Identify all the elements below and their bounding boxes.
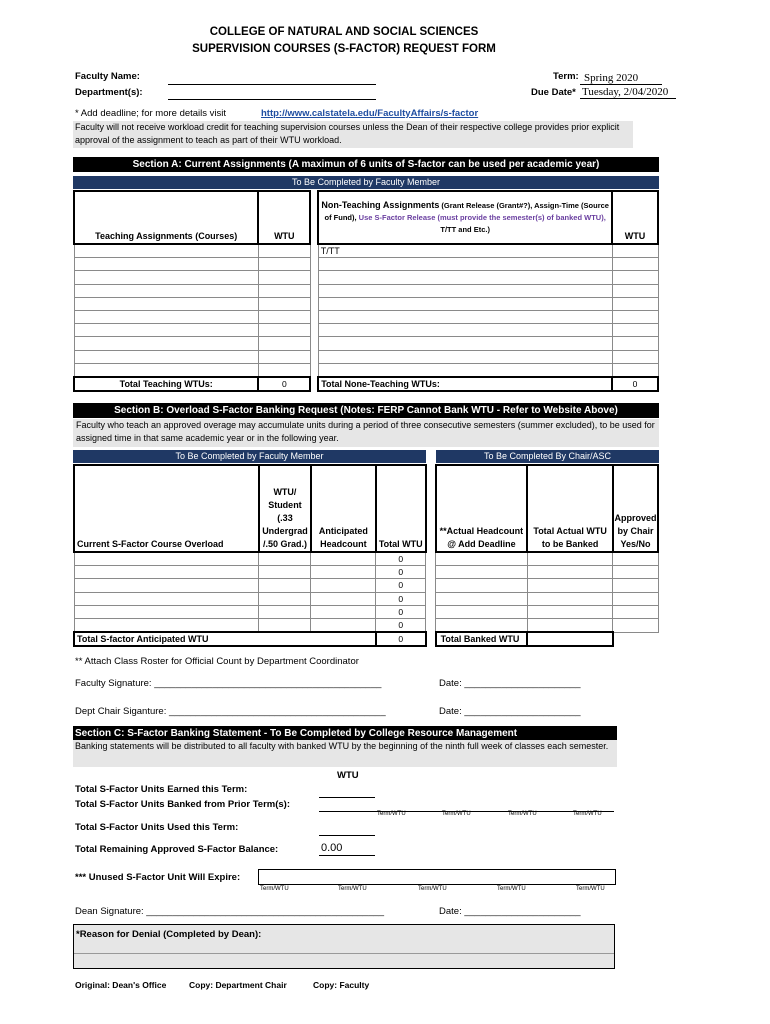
col-current-overload: Current S-Factor Course Overload — [74, 465, 259, 552]
approved-cell[interactable] — [613, 579, 658, 592]
nonteaching-cell[interactable] — [318, 271, 612, 284]
section-a-subtitle: To Be Completed by Faculty Member — [73, 176, 659, 189]
term-field[interactable]: Spring 2020 — [580, 72, 662, 85]
total-actual-cell[interactable] — [527, 618, 613, 632]
approved-cell[interactable] — [613, 592, 658, 605]
wtu2-cell[interactable] — [612, 324, 658, 337]
wtu2-cell[interactable] — [612, 363, 658, 377]
total-actual-cell[interactable] — [527, 592, 613, 605]
wtu2-cell[interactable] — [612, 350, 658, 363]
chair-signature-date[interactable]: Date: ______________________ — [439, 706, 581, 717]
overload-cell[interactable] — [74, 605, 259, 618]
total-banked-label: Total Banked WTU — [436, 632, 528, 646]
wtu2-cell[interactable] — [612, 337, 658, 350]
chair-signature-line[interactable]: Dept Chair Siganture: _________________________________________ — [75, 706, 386, 717]
col-wtu: WTU — [258, 191, 310, 244]
dean-signature-date[interactable]: Date: ______________________ — [439, 906, 581, 917]
remaining-value: 0.00 — [319, 842, 375, 856]
due-date-field[interactable]: Tuesday, 2/04/2020 — [580, 86, 676, 99]
total-wtu-cell: 0 — [376, 579, 426, 592]
nonteaching-cell[interactable]: T/TT — [318, 244, 612, 258]
col-total-actual-wtu: Total Actual WTU to be Banked — [527, 465, 613, 552]
nonteaching-cell[interactable] — [318, 363, 612, 377]
wtu-cell[interactable] — [258, 337, 310, 350]
term-wtu-label: Term/WTU — [497, 886, 526, 892]
col-nonteaching-assignments — [318, 191, 612, 244]
section-b-title: Section B: Overload S-Factor Banking Request (Notes: FERP Cannot Bank WTU - Refer to Website Above) — [73, 403, 659, 418]
actual-cell[interactable] — [436, 566, 528, 579]
wtu-cell[interactable] — [258, 363, 310, 377]
teaching-cell[interactable] — [74, 337, 258, 350]
total-teaching-label: Total Teaching WTUs: — [74, 377, 258, 391]
col-wtu-2: WTU — [612, 191, 658, 244]
term-wtu-label: Term/WTU — [508, 811, 537, 817]
wtu-cell[interactable] — [258, 324, 310, 337]
footer-original: Original: Dean's Office — [75, 980, 167, 990]
teaching-cell[interactable] — [74, 310, 258, 323]
col-nonteaching-bold: Non-Teaching Assignments — [321, 200, 440, 210]
expire-field[interactable] — [258, 869, 616, 885]
section-c-title: Section C: S-Factor Banking Statement - To Be Completed by College Resource Management — [73, 726, 617, 741]
teaching-cell[interactable] — [74, 271, 258, 284]
department-label: Department(s): — [75, 87, 143, 98]
col-actual-headcount: **Actual Headcount @ Add Deadline — [436, 465, 528, 552]
total-wtu-cell: 0 — [376, 618, 426, 632]
total-actual-cell[interactable] — [527, 579, 613, 592]
wtu-cell[interactable] — [258, 244, 310, 258]
anticipated-cell[interactable] — [311, 552, 376, 566]
wtu-student-cell[interactable] — [259, 605, 311, 618]
actual-cell[interactable] — [436, 592, 528, 605]
overload-cell[interactable] — [74, 579, 259, 592]
due-date-label: Due Date* — [531, 87, 576, 98]
wtu2-cell[interactable] — [612, 284, 658, 297]
overload-cell[interactable] — [74, 618, 259, 632]
nonteaching-cell[interactable] — [318, 284, 612, 297]
wtu-cell[interactable] — [258, 297, 310, 310]
banked-prior-label: Total S-Factor Units Banked from Prior Term(s): — [75, 799, 291, 810]
section-a-title: Section A: Current Assignments (A maximun of 6 units of S-factor can be used per academic year) — [73, 157, 659, 172]
total-nonteaching-value: 0 — [612, 377, 658, 391]
actual-cell[interactable] — [436, 579, 528, 592]
teaching-cell[interactable] — [74, 350, 258, 363]
expire-label: *** Unused S-Factor Unit Will Expire: — [75, 872, 241, 883]
col-nonteaching-part2: T/TT and Etc.) — [440, 225, 490, 234]
term-wtu-label: Term/WTU — [260, 886, 289, 892]
section-b-faculty-header: To Be Completed by Faculty Member — [73, 450, 426, 463]
nonteaching-cell[interactable] — [318, 297, 612, 310]
approved-cell[interactable] — [613, 552, 658, 566]
col-teaching-assignments: Teaching Assignments (Courses) — [74, 191, 258, 244]
approved-cell[interactable] — [613, 605, 658, 618]
section-a-table — [73, 190, 659, 392]
remaining-label: Total Remaining Approved S-Factor Balance: — [75, 844, 279, 855]
department-field[interactable] — [168, 98, 376, 100]
wtu-cell[interactable] — [258, 271, 310, 284]
wtu2-cell[interactable] — [612, 258, 658, 271]
term-wtu-label: Term/WTU — [338, 886, 367, 892]
total-anticipated-value: 0 — [376, 632, 426, 646]
wtu2-cell[interactable] — [612, 271, 658, 284]
anticipated-cell[interactable] — [311, 605, 376, 618]
wtu-student-cell[interactable] — [259, 618, 311, 632]
teaching-cell[interactable] — [74, 258, 258, 271]
form-title-line2: SUPERVISION COURSES (S-FACTOR) REQUEST FORM — [192, 43, 496, 55]
term-wtu-label: Term/WTU — [377, 811, 406, 817]
roster-note: ** Attach Class Roster for Official Count by Department Coordinator — [75, 656, 359, 667]
wtu-student-cell[interactable] — [259, 592, 311, 605]
footer-copy-chair: Copy: Department Chair — [189, 980, 287, 990]
term-label: Term: — [553, 71, 579, 82]
overload-cell[interactable] — [74, 552, 259, 566]
wtu-cell[interactable] — [258, 258, 310, 271]
term-wtu-label: Term/WTU — [576, 886, 605, 892]
used-field[interactable] — [319, 834, 375, 836]
overload-cell[interactable] — [74, 566, 259, 579]
wtu2-cell[interactable] — [612, 310, 658, 323]
faculty-name-field[interactable] — [168, 83, 376, 85]
total-actual-cell[interactable] — [527, 605, 613, 618]
nonteaching-cell[interactable] — [318, 350, 612, 363]
wtu-student-cell[interactable] — [259, 579, 311, 592]
wtu-cell[interactable] — [258, 284, 310, 297]
col-wtu-student: WTU/ Student (.33 Undergrad /.50 Grad.) — [259, 465, 311, 552]
total-banked-value[interactable] — [527, 632, 613, 646]
col-nonteaching-purple: Use S-Factor Release (must provide the semester(s) of banked WTU), — [358, 213, 606, 222]
overload-cell[interactable] — [74, 592, 259, 605]
total-nonteaching-label: Total None-Teaching WTUs: — [318, 377, 612, 391]
anticipated-cell[interactable] — [311, 592, 376, 605]
earned-field[interactable] — [319, 796, 375, 798]
faculty-signature-date[interactable]: Date: ______________________ — [439, 678, 581, 689]
earned-label: Total S-Factor Units Earned this Term: — [75, 784, 248, 795]
anticipated-cell[interactable] — [311, 566, 376, 579]
teaching-cell[interactable] — [74, 363, 258, 377]
total-wtu-cell: 0 — [376, 552, 426, 566]
teaching-cell[interactable] — [74, 244, 258, 258]
dean-signature-line[interactable]: Dean Signature: _____________________________________________ — [75, 906, 385, 917]
col-nonteaching-part1: (Grant Release (Grant#?), Assign-Time (Source of Fund), — [324, 201, 609, 222]
actual-cell[interactable] — [436, 605, 528, 618]
wtu-cell[interactable] — [258, 350, 310, 363]
denial-label: *Reason for Denial (Completed by Dean): — [76, 929, 262, 940]
faculty-signature-line[interactable]: Faculty Signature: ___________________________________________ — [75, 678, 382, 689]
denial-box[interactable] — [73, 924, 615, 969]
col-approved-by-chair: Approved by Chair Yes/No — [613, 465, 658, 552]
term-wtu-label: Term/WTU — [418, 886, 447, 892]
term-wtu-label: Term/WTU — [573, 811, 602, 817]
wtu2-cell[interactable] — [612, 244, 658, 258]
term-wtu-label: Term/WTU — [442, 811, 471, 817]
actual-cell[interactable] — [436, 618, 528, 632]
teaching-cell[interactable] — [74, 297, 258, 310]
workload-note: Faculty will not receive workload credit for teaching supervision courses unless the Dean of their respective college provides prior explicit approval of the assignment to teach as part of their WTU workload. — [73, 121, 633, 148]
anticipated-cell[interactable] — [311, 618, 376, 632]
wtu2-cell[interactable] — [612, 297, 658, 310]
s-factor-link[interactable]: http://www.calstatela.edu/FacultyAffairs/s-factor — [261, 108, 479, 119]
section-c-note: Banking statements will be distributed to all faculty with banked WTU by the beginning of the ninth full week of classes each semester. — [73, 740, 617, 767]
total-wtu-cell: 0 — [376, 605, 426, 618]
footer-copy-faculty: Copy: Faculty — [313, 980, 370, 990]
wtu-student-cell[interactable] — [259, 552, 311, 566]
form-title-line1: COLLEGE OF NATURAL AND SOCIAL SCIENCES — [209, 26, 479, 38]
approved-cell[interactable] — [613, 566, 658, 579]
total-actual-cell[interactable] — [527, 566, 613, 579]
section-b-table — [73, 464, 659, 647]
nonteaching-cell[interactable] — [318, 324, 612, 337]
nonteaching-cell[interactable] — [318, 310, 612, 323]
actual-cell[interactable] — [436, 552, 528, 566]
total-teaching-value: 0 — [258, 377, 310, 391]
teaching-cell[interactable] — [74, 324, 258, 337]
total-wtu-cell: 0 — [376, 592, 426, 605]
anticipated-cell[interactable] — [311, 579, 376, 592]
nonteaching-cell[interactable] — [318, 258, 612, 271]
total-actual-cell[interactable] — [527, 552, 613, 566]
approved-cell[interactable] — [613, 618, 658, 632]
wtu-cell[interactable] — [258, 310, 310, 323]
wtu-student-cell[interactable] — [259, 566, 311, 579]
total-wtu-cell: 0 — [376, 566, 426, 579]
total-anticipated-label: Total S-factor Anticipated WTU — [74, 632, 376, 646]
teaching-cell[interactable] — [74, 284, 258, 297]
nonteaching-cell[interactable] — [318, 337, 612, 350]
faculty-name-label: Faculty Name: — [75, 71, 140, 82]
used-label: Total S-Factor Units Used this Term: — [75, 822, 239, 833]
deadline-note: * Add deadline; for more details visit — [75, 108, 227, 119]
section-b-chair-header: To Be Completed By Chair/ASC — [436, 450, 659, 463]
col-anticipated-headcount: Anticipated Headcount — [311, 465, 376, 552]
col-total-wtu: Total WTU — [376, 465, 426, 552]
section-b-note: Faculty who teach an approved overage may accumulate units during a period of three consecutive semesters (summer excluded), to be used for assigned time in that same academic year or in the following year. — [73, 419, 659, 447]
section-c-wtu-header: WTU — [337, 770, 359, 781]
